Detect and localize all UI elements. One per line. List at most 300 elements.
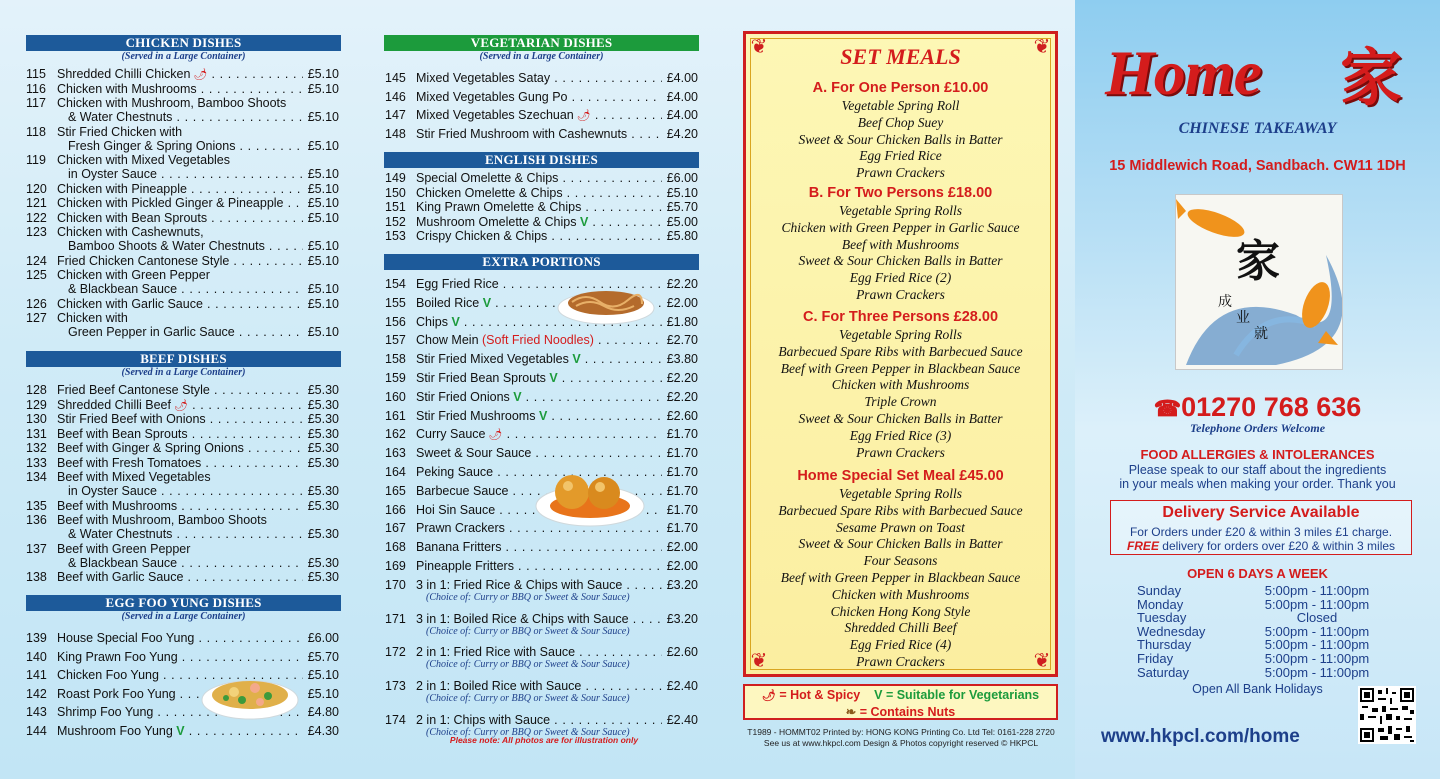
set-meal-item: Sweet & Sour Chicken Balls in Batter xyxy=(798,536,1003,552)
menu-item[interactable] xyxy=(26,182,339,196)
item-price: £5.00 xyxy=(666,214,698,229)
item-price: £1.70 xyxy=(666,427,698,442)
item-price: £5.10 xyxy=(307,138,339,153)
egg-foo-yung-subtitle: (Served in a Large Container) xyxy=(121,611,246,622)
menu-item[interactable] xyxy=(26,412,339,426)
item-name xyxy=(68,167,303,181)
english-dishes-header: ENGLISH DISHES xyxy=(384,152,699,168)
menu-item[interactable] xyxy=(385,559,698,573)
opening-day: Friday xyxy=(1137,651,1174,666)
art-char-2: 业 xyxy=(1236,309,1250,325)
item-name-line1: Beef with Mushroom, Bamboo Shoots xyxy=(57,513,267,527)
item-price: £5.30 xyxy=(307,555,339,570)
item-number: 173 xyxy=(385,679,406,694)
item-number: 148 xyxy=(385,126,406,141)
item-price: £4.20 xyxy=(666,126,698,141)
item-name xyxy=(57,499,303,513)
menu-item[interactable] xyxy=(385,578,698,592)
item-price: £2.20 xyxy=(666,371,698,385)
set-meal-item: Vegetable Spring Roll xyxy=(841,98,960,113)
item-name-text: Shrimp Foo Yung xyxy=(57,705,154,719)
item-number: 152 xyxy=(385,214,406,229)
chilli-icon: 🌶 xyxy=(573,110,591,122)
menu-item[interactable] xyxy=(385,171,698,185)
menu-item[interactable] xyxy=(26,724,339,738)
opening-day: Monday xyxy=(1137,596,1184,612)
item-name xyxy=(68,527,303,541)
item-number: 157 xyxy=(385,333,406,348)
item-name xyxy=(68,239,303,253)
menu-item[interactable] xyxy=(26,268,339,296)
item-number: 149 xyxy=(385,171,406,185)
item-name-text: 2 in 1: Chips with Sauce xyxy=(416,713,551,727)
menu-item[interactable] xyxy=(26,456,339,470)
menu-item[interactable] xyxy=(385,390,698,404)
vegetarian-icon: V xyxy=(576,214,589,229)
set-meal-heading: Home Special Set Meal £45.00 xyxy=(797,468,1004,484)
opening-time: Closed xyxy=(1296,610,1338,626)
item-name xyxy=(57,412,303,426)
set-meal-item: Chicken Hong Kong Style xyxy=(830,603,971,619)
item-number: 124 xyxy=(26,253,47,268)
menu-item[interactable] xyxy=(385,427,698,441)
item-price: £5.30 xyxy=(307,527,339,541)
item-name xyxy=(57,254,303,268)
menu-item[interactable] xyxy=(385,215,698,229)
item-name-text: Mixed Vegetables Gung Po xyxy=(416,89,568,104)
menu-item[interactable] xyxy=(385,71,698,85)
item-name xyxy=(57,182,303,196)
item-name-text: Mushroom Omelette & Chips xyxy=(416,214,577,229)
item-name-text: Beef with Ginger & Spring Onions xyxy=(57,441,244,455)
item-price: £1.70 xyxy=(666,521,698,536)
item-name-text: & Blackbean Sauce xyxy=(68,282,178,296)
item-price: £5.10 xyxy=(307,282,339,296)
item-price: £5.10 xyxy=(307,686,339,701)
item-name xyxy=(57,631,303,645)
item-number: 126 xyxy=(26,296,47,311)
menu-item[interactable] xyxy=(26,383,339,397)
item-name xyxy=(68,282,303,296)
item-name-text: Sweet & Sour Sauce xyxy=(416,446,532,461)
item-name-text: Stir Fried Bean Sprouts xyxy=(416,371,546,385)
item-name-line1: Chicken with xyxy=(57,311,128,325)
egg-foo-yung-header: EGG FOO YUNG DISHES xyxy=(26,595,341,611)
item-name xyxy=(57,196,303,210)
item-price: £5.30 xyxy=(307,498,339,513)
item-price: £5.10 xyxy=(307,325,339,339)
item-name xyxy=(68,139,303,153)
item-price: £2.40 xyxy=(666,713,698,727)
item-number: 144 xyxy=(26,723,47,738)
set-meal-item: Sweet & Sour Chicken Balls in Batter xyxy=(798,411,1003,426)
phone-number[interactable] xyxy=(1075,392,1440,423)
website-link[interactable]: www.hkpcl.com/home xyxy=(1101,726,1300,747)
printer-line-1: T1989 - HOMMT02 Printed by: HONG KONG Printing Co. Ltd Tel: 0161-228 2720 xyxy=(747,727,1055,737)
chilli-icon: 🌶 xyxy=(761,690,776,702)
item-price: £5.10 xyxy=(307,196,339,210)
chicken-dishes-header: CHICKEN DISHES xyxy=(26,35,341,51)
item-name xyxy=(416,446,662,460)
item-number: 116 xyxy=(26,81,46,96)
item-name xyxy=(416,352,662,366)
item-name-text: Boiled Rice xyxy=(416,295,480,310)
item-price: £3.80 xyxy=(666,352,698,367)
opening-day: Thursday xyxy=(1137,637,1192,653)
item-name-text: Fried Beef Cantonese Style xyxy=(57,383,210,397)
set-meal-item: Prawn Crackers xyxy=(856,165,945,181)
item-name-text: Mushroom Foo Yung xyxy=(57,723,173,738)
set-meal-item: Prawn Crackers xyxy=(856,444,945,460)
menu-item[interactable] xyxy=(385,446,698,460)
vegetarian-icon: V xyxy=(447,314,460,329)
vegetarian-icon: V xyxy=(535,408,548,423)
delivery-box xyxy=(1110,500,1412,555)
sauce-choice-note: (Choice of: Curry or BBQ or Sweet & Sour Sauce) xyxy=(426,625,630,637)
item-name-text: Stir Fried Onions xyxy=(416,389,510,404)
vegetarian-icon: V xyxy=(568,352,581,367)
opening-heading: OPEN 6 DAYS A WEEK xyxy=(1187,566,1328,581)
set-meal-item: Shredded Chilli Beef xyxy=(844,620,957,636)
item-price: £5.70 xyxy=(307,649,339,664)
brand-logo-character: 家 xyxy=(1340,44,1403,113)
item-name xyxy=(68,110,303,124)
set-meal-item: Egg Fried Rice (3) xyxy=(849,427,952,443)
item-price: £5.10 xyxy=(307,210,339,225)
item-price: £5.80 xyxy=(666,229,698,243)
item-name-text: Banana Fritters xyxy=(416,540,502,555)
item-number: 122 xyxy=(26,210,47,225)
item-name xyxy=(416,645,662,659)
art-char-3: 就 xyxy=(1254,325,1268,341)
menu-item[interactable] xyxy=(26,470,339,498)
set-meal-item: Chicken with Green Pepper in Garlic Sauce xyxy=(781,219,1020,235)
item-price: £5.10 xyxy=(307,110,339,124)
item-number: 159 xyxy=(385,371,406,385)
extra-portions-header: EXTRA PORTIONS xyxy=(384,254,699,270)
set-meal-item: Beef with Green Pepper in Blackbean Sauce xyxy=(780,360,1021,376)
brand-logo-text: Home xyxy=(1105,37,1261,108)
printer-line-2: See us at www.hkpcl.com Design & Photos copyright reserved © HKPCL xyxy=(763,738,1039,748)
item-price: £5.30 xyxy=(307,441,339,455)
photo-disclaimer: Please note: All photos are for illustration only xyxy=(449,735,639,745)
item-price: £5.10 xyxy=(307,181,339,196)
item-price: £2.00 xyxy=(666,295,698,310)
menu-item[interactable] xyxy=(385,371,698,385)
item-number: 151 xyxy=(385,200,406,214)
set-meal-heading: B. For Two Persons £18.00 xyxy=(808,185,993,201)
allergy-text-1: Please speak to our staff about the ingredients xyxy=(1128,463,1387,477)
opening-time: 5:00pm - 11:00pm xyxy=(1264,664,1370,680)
item-name-text: Chips xyxy=(416,314,448,329)
menu-item[interactable] xyxy=(385,612,698,626)
item-name-text: Curry Sauce xyxy=(416,427,486,442)
item-price: £6.00 xyxy=(307,631,339,645)
item-price: £5.10 xyxy=(307,239,339,253)
item-name-text: Roast Pork Foo Yung xyxy=(57,686,176,701)
item-name xyxy=(57,398,303,413)
column-set-meals xyxy=(728,0,1074,779)
item-price: £5.10 xyxy=(307,167,339,181)
menu-item[interactable] xyxy=(385,333,698,347)
beef-dishes-header: BEEF DISHES xyxy=(26,351,341,367)
item-name-text: Egg Fried Rice xyxy=(416,277,499,291)
legend-nuts: = Contains Nuts xyxy=(859,705,956,719)
item-number: 137 xyxy=(26,541,47,556)
item-price: £1.70 xyxy=(666,483,698,498)
menu-item[interactable] xyxy=(26,398,339,412)
restaurant-address: 15 Middlewich Road, Sandbach. CW11 1DH xyxy=(1109,158,1406,174)
allergy-text-2: in your meals when making your order. Thank you xyxy=(1119,477,1396,491)
foo-yung-photo xyxy=(200,668,300,722)
chicken-dishes-subtitle: (Served in a Large Container) xyxy=(121,51,246,62)
item-note: (Soft Fried Noodles) xyxy=(482,333,594,348)
item-name-text: Chicken with Mushrooms xyxy=(57,81,197,96)
item-name xyxy=(57,67,303,82)
set-meal-heading: C. For Three Persons £28.00 xyxy=(802,309,999,325)
menu-item[interactable] xyxy=(26,570,339,584)
menu-item[interactable] xyxy=(385,409,698,423)
item-number: 165 xyxy=(385,483,406,498)
menu-item[interactable] xyxy=(26,650,339,664)
item-name xyxy=(416,390,662,404)
item-price: £2.60 xyxy=(666,408,698,423)
item-name-text: Stir Fried Mixed Vegetables xyxy=(416,352,569,367)
ornament-icon: ❦ xyxy=(750,650,768,672)
item-name xyxy=(416,229,662,243)
item-name xyxy=(416,171,662,185)
menu-item[interactable] xyxy=(26,125,339,153)
menu-item[interactable] xyxy=(26,82,339,96)
menu-item[interactable] xyxy=(26,427,339,441)
item-name-text: Barbecue Sauce xyxy=(416,483,509,498)
item-name xyxy=(57,211,303,225)
item-name xyxy=(57,383,303,397)
item-price: £5.10 xyxy=(666,185,698,200)
ornament-icon: ❦ xyxy=(1033,36,1051,58)
item-name-text: Mixed Vegetables Satay xyxy=(416,71,551,85)
item-name xyxy=(57,570,303,584)
item-number: 128 xyxy=(26,383,47,397)
item-name xyxy=(416,427,662,442)
menu-item[interactable] xyxy=(26,513,339,541)
item-price: £3.20 xyxy=(666,577,698,592)
item-number: 141 xyxy=(26,668,47,682)
menu-item[interactable] xyxy=(385,540,698,554)
item-number: 135 xyxy=(26,498,47,513)
menu-item[interactable] xyxy=(385,679,698,693)
item-name-text: 2 in 1: Boiled Rice with Sauce xyxy=(416,679,582,694)
sauce-choice-note: (Choice of: Curry or BBQ or Sweet & Sour Sauce) xyxy=(426,591,630,603)
item-number: 119 xyxy=(26,153,46,167)
item-price: £5.30 xyxy=(307,455,339,470)
chilli-icon: 🌶 xyxy=(190,69,208,81)
menu-item[interactable] xyxy=(385,186,698,200)
menu-item[interactable] xyxy=(26,542,339,570)
set-meal-item: Triple Crown xyxy=(864,394,937,410)
item-number: 162 xyxy=(385,427,406,442)
chilli-icon: 🌶 xyxy=(485,429,503,442)
item-number: 153 xyxy=(385,229,406,243)
set-meal-item: Chicken with Mushrooms xyxy=(831,377,970,393)
item-name-text: Chicken with Garlic Sauce xyxy=(57,296,203,311)
koi-fish-artwork xyxy=(1175,194,1343,370)
item-name-text: Stir Fried Mushrooms xyxy=(416,408,536,423)
set-meal-item: Vegetable Spring Rolls xyxy=(839,486,962,501)
item-number: 145 xyxy=(385,71,406,85)
item-name-text: Stir Fried Beef with Onions xyxy=(57,412,206,426)
set-meal-item: Sweet & Sour Chicken Balls in Batter xyxy=(798,131,1003,147)
item-name-text: King Prawn Foo Yung xyxy=(57,649,178,664)
item-number: 147 xyxy=(385,108,406,122)
menu-item[interactable] xyxy=(26,499,339,513)
item-number: 129 xyxy=(26,397,47,412)
item-name xyxy=(57,297,303,311)
art-char-main: 家 xyxy=(1236,237,1280,286)
column-veg-english-extra xyxy=(368,0,720,779)
item-price: £1.80 xyxy=(666,314,698,329)
item-price: £5.10 xyxy=(307,668,339,682)
column-brand-info xyxy=(1075,0,1440,779)
opening-time: 5:00pm - 11:00pm xyxy=(1264,651,1370,666)
menu-item[interactable] xyxy=(385,229,698,243)
item-name-text: 3 in 1: Boiled Rice & Chips with Sauce xyxy=(416,611,629,626)
item-number: 127 xyxy=(26,311,47,325)
item-name xyxy=(68,484,303,498)
menu-item[interactable] xyxy=(26,441,339,455)
vegetarian-icon: V xyxy=(479,295,492,310)
item-name xyxy=(416,679,662,693)
item-price: £2.20 xyxy=(666,277,698,291)
delivery-text-2-rest: delivery for orders over £20 & within 3 miles xyxy=(1158,539,1396,553)
set-meal-item: Vegetable Spring Rolls xyxy=(839,327,962,342)
item-name-text: Special Omelette & Chips xyxy=(416,171,559,185)
menu-item[interactable] xyxy=(385,713,698,727)
item-price: £1.70 xyxy=(666,502,698,517)
opening-time: 5:00pm - 11:00pm xyxy=(1264,623,1370,639)
item-number: 171 xyxy=(385,611,406,626)
delivery-heading: Delivery Service Available xyxy=(1162,504,1360,521)
menu-item[interactable] xyxy=(26,196,339,210)
item-name-line1: Chicken with Cashewnuts, xyxy=(57,225,204,239)
item-number: 169 xyxy=(385,559,406,573)
item-name-text: Chicken with Pineapple xyxy=(57,181,187,196)
item-number: 161 xyxy=(385,408,406,423)
item-number: 174 xyxy=(385,713,406,727)
item-price: £5.70 xyxy=(666,200,698,214)
set-meal-item: Sweet & Sour Chicken Balls in Batter xyxy=(798,253,1003,269)
item-name-text: Beef with Garlic Sauce xyxy=(57,570,184,584)
brand-tagline: CHINESE TAKEAWAY xyxy=(1178,120,1337,137)
item-name-text: King Prawn Omelette & Chips xyxy=(416,200,582,214)
menu-item[interactable] xyxy=(26,254,339,268)
menu-item[interactable] xyxy=(26,631,339,645)
item-name xyxy=(68,556,303,570)
item-name-text: Fresh Ginger & Spring Onions xyxy=(68,138,236,153)
item-name xyxy=(57,650,303,664)
set-meal-heading: A. For One Person £10.00 xyxy=(812,80,989,96)
item-name-text: in Oyster Sauce xyxy=(68,484,157,498)
item-price: £2.70 xyxy=(666,333,698,348)
menu-item[interactable] xyxy=(385,645,698,659)
column-chicken-beef-eggfoo xyxy=(0,0,368,779)
set-meal-item: Beef with Green Pepper in Blackbean Sauce xyxy=(780,570,1021,585)
item-price: £5.10 xyxy=(307,253,339,268)
item-number: 132 xyxy=(26,441,47,455)
item-number: 130 xyxy=(26,412,47,426)
item-number: 167 xyxy=(385,521,406,536)
item-name-text: Pineapple Fritters xyxy=(416,559,514,573)
item-price: £5.30 xyxy=(307,484,339,498)
item-name xyxy=(416,215,662,229)
sauce-choice-note: (Choice of: Curry or BBQ or Sweet & Sour Sauce) xyxy=(426,727,630,738)
item-price: £2.40 xyxy=(666,679,698,694)
vegetarian-icon: V xyxy=(172,723,185,738)
phone-number-text: 01270 768 636 xyxy=(1181,392,1362,422)
opening-time: 5:00pm - 11:00pm xyxy=(1264,583,1370,598)
menu-item[interactable] xyxy=(26,67,339,81)
item-name xyxy=(416,578,662,592)
set-meal-item: Sesame Prawn on Toast xyxy=(836,519,965,535)
ornament-icon: ❦ xyxy=(750,36,768,58)
item-number: 150 xyxy=(385,185,406,200)
item-number: 166 xyxy=(385,502,406,517)
qr-code-icon[interactable] xyxy=(1358,686,1416,744)
item-number: 172 xyxy=(385,645,406,660)
item-price: £5.30 xyxy=(307,397,339,412)
item-number: 140 xyxy=(26,649,47,664)
item-number: 143 xyxy=(26,705,47,719)
item-number: 142 xyxy=(26,686,47,701)
item-name-text: Mixed Vegetables Szechuan xyxy=(416,108,574,122)
menu-item[interactable] xyxy=(26,153,339,181)
item-price: £6.00 xyxy=(666,171,698,185)
menu-item[interactable] xyxy=(26,96,339,124)
item-name xyxy=(57,441,303,455)
menu-item[interactable] xyxy=(26,225,339,253)
sauce-choice-note: (Choice of: Curry or BBQ or Sweet & Sour Sauce) xyxy=(426,659,630,671)
item-name xyxy=(57,82,303,96)
item-number: 156 xyxy=(385,314,406,329)
menu-item[interactable] xyxy=(385,200,698,214)
item-price: £5.10 xyxy=(307,67,339,81)
item-number: 133 xyxy=(26,455,47,470)
item-price: £5.30 xyxy=(307,412,339,426)
legend-hot: = Hot & Spicy xyxy=(779,688,861,702)
item-price: £5.10 xyxy=(307,296,339,311)
delivery-free: FREE xyxy=(1126,539,1159,553)
menu-item[interactable] xyxy=(385,352,698,366)
qr-code-graphic xyxy=(1358,686,1416,744)
menu-item[interactable] xyxy=(385,127,698,141)
item-number: 131 xyxy=(26,426,47,441)
item-price: £4.00 xyxy=(666,71,698,85)
menu-item[interactable] xyxy=(26,297,339,311)
item-number: 155 xyxy=(385,295,406,310)
menu-item[interactable] xyxy=(26,211,339,225)
item-name-line1: Stir Fried Chicken with xyxy=(57,124,183,139)
menu-item[interactable] xyxy=(26,311,339,339)
item-name xyxy=(416,186,662,200)
item-name-text: Shredded Chilli Beef xyxy=(57,397,171,412)
menu-item[interactable] xyxy=(385,90,698,104)
telephone-icon: ☎ xyxy=(1153,396,1182,421)
delivery-text-1: For Orders under £20 & within 3 miles £1 charge. xyxy=(1129,525,1393,539)
legend-row-1 xyxy=(745,688,1056,702)
menu-item[interactable] xyxy=(385,108,698,122)
vegetarian-icon: V xyxy=(545,371,558,385)
item-name-text: Shredded Chilli Chicken xyxy=(57,67,191,81)
